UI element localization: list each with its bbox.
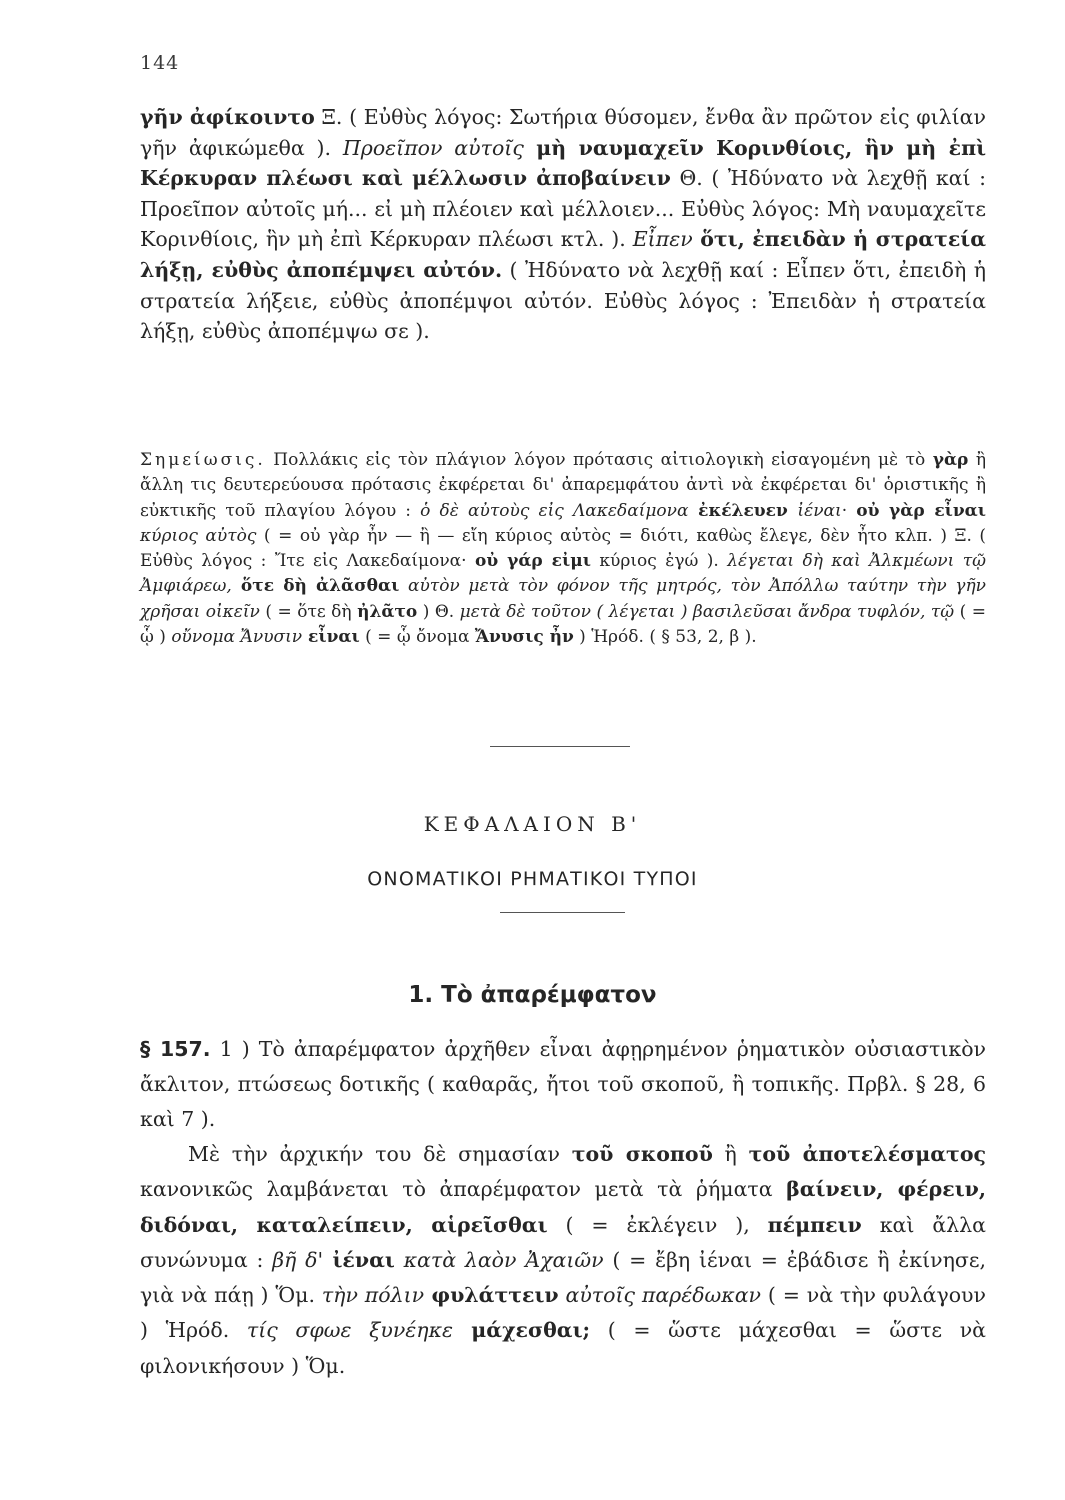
bold-phrase: ὅτε δὴ ἀλᾶσθαι: [231, 576, 400, 597]
italic-phrase: τὴν πόλιν: [321, 1283, 425, 1308]
text-span: Μὲ τὴν ἀρχικήν του δὲ σημασίαν: [188, 1142, 572, 1166]
text-span: 1 ) Τὸ ἀπαρέμφατον ἀρχῆθεν εἶναι ἀφῃρημένον ῥηματικὸν οὐσιαστικὸν ἄκλιτον, πτώσεως δοτικῆς ( καθαρᾶς, ἤτοι τοῦ σκοποῦ, ἢ τοπικῆς. Πρβλ. § 28, 6 καὶ 7 ).: [140, 1037, 986, 1131]
bold-phrase: μάχεσθαι;: [453, 1318, 591, 1343]
bold-phrase: οὐ γάρ εἰμι: [475, 551, 591, 572]
italic-phrase: ἰέναι: [797, 500, 842, 521]
bold-phrase: ὅτι, ἐπειδὰν ἡ στρατεία λήξῃ, εὐθὺς ἀποπέμψει αὐτόν.: [140, 227, 986, 282]
italic-phrase: λέγεται δὴ καὶ Ἀλκμέωνι τῷ Ἀμφιάρεω,: [140, 551, 987, 597]
paragraph-section-157: [140, 1032, 986, 1137]
text-span: ( = ᾧ ): [140, 601, 986, 648]
note-paragraph: [140, 448, 986, 650]
text-span: ἢ: [712, 1142, 749, 1166]
italic-phrase: μετὰ δὲ τοῦτον ( λέγεται ) βασιλεῦσαι ἄνδρα τυφλόν, τῷ: [459, 601, 955, 622]
italic-phrase: Προεῖπον αὐτοῖς: [342, 135, 524, 160]
paragraph-infinitive-purpose: [140, 1137, 986, 1384]
text-span: ( = ὥστε μάχεσθαι = ὥστε νὰ φιλονικήσουν ) Ὅμ.: [140, 1318, 986, 1378]
divider-rule: [500, 912, 625, 913]
text-span: ( = ὅτε δὴ: [259, 601, 358, 622]
italic-phrase: ὁ δὲ αὐτοὺς εἰς Λακεδαίμονα: [420, 500, 689, 521]
page-number: 144: [140, 52, 180, 74]
text-span: καὶ ἄλλα συνώνυμα :: [140, 1212, 986, 1272]
italic-phrase: αὐτὸν μετὰ τὸν φόνον τῆς μητρός, τὸν Ἀπόλλω ταύτην τὴν γῆν χρῆσαι οἰκεῖν: [140, 576, 986, 622]
bold-phrase: βαίνειν, φέρειν, διδόναι, καταλείπειν, αἱρεῖσθαι: [140, 1177, 986, 1237]
text-span: Ξ. ( Εὐθὺς λόγος: Σωτήρια θύσομεν, ἔνθα ἂν πρῶτον εἰς φιλίαν γῆν ἀφικώμεθα ).: [140, 105, 986, 160]
section-number: § 157.: [140, 1037, 211, 1061]
italic-phrase: αὐτοῖς παρέδωκαν: [558, 1283, 762, 1308]
italic-phrase: τίς σφωε ξυνέηκε: [246, 1318, 454, 1343]
text-span: ( = ἔβη ἰέναι = ἐβάδισε ἢ ἐκίνησε, γιὰ νὰ πάῃ ) Ὅμ.: [140, 1247, 986, 1308]
text-span: ) Ἡρόδ. ( § 53, 2, β ).: [573, 627, 757, 648]
italic-phrase: Εἶπεν: [632, 227, 693, 252]
bold-phrase: ἠλᾶτο: [357, 601, 418, 622]
text-span: ( = οὐ γὰρ ἦν — ἢ — εἴη κύριος αὐτὸς = διότι, καθὼς ἔλεγε, δὲν ἦτο κλπ. ) Ξ. ( Εὐθὺς λόγος : Ἴτε εἰς Λακεδαίμονα·: [140, 525, 987, 572]
italic-phrase: κύριος αὐτὸς: [140, 525, 257, 546]
note-label: Σημείωσις.: [140, 450, 266, 470]
text-span: κύριος ἐγώ ).: [590, 551, 728, 572]
bold-phrase: γῆν ἀφίκοιντο: [140, 105, 315, 129]
text-span: ) Θ.: [417, 601, 460, 622]
text-span: ·: [841, 500, 857, 521]
text-span: ( = νὰ τὴν φυλάγουν ) Ἡρόδ.: [140, 1283, 986, 1343]
paragraph-indirect-speech: [140, 102, 986, 347]
bold-phrase: ἰέναι: [323, 1247, 395, 1272]
text-span: ἢ ἄλλη τις δευτερεύουσα πρότασις ἐκφέρεται δι' ἀπαρεμφάτου ἀντὶ νὰ ἐκφέρεται δι' ὁριστικῆς ἢ εὐκτικῆς τοῦ πλαγίου λόγου :: [140, 450, 986, 521]
bold-phrase: πέμπειν: [767, 1212, 862, 1237]
bold-phrase: μὴ ναυμαχεῖν Κορινθίοις, ἣν μὴ ἐπὶ Κέρκυραν πλέωσι καὶ μέλλωσιν ἀποβαίνειν: [140, 135, 986, 191]
bold-phrase: ἐκέλευεν: [688, 500, 798, 521]
bold-phrase: οὐ γὰρ εἶναι: [856, 500, 986, 521]
text-span: ( = ᾧ ὄνομα: [359, 627, 475, 648]
text-span: ( = ἐκλέγειν ),: [547, 1212, 768, 1237]
italic-phrase: βῆ δ': [272, 1247, 324, 1272]
bold-phrase: γὰρ: [932, 450, 969, 470]
text-span: Πολλάκις εἰς τὸν πλάγιον λόγον πρότασις αἰτιολογικὴ εἰσαγομένη μὲ τὸ: [265, 450, 933, 470]
chapter-title: ΟΝΟΜΑΤΙΚΟΙ ΡΗΜΑΤΙΚΟΙ ΤΥΠΟΙ: [367, 868, 698, 890]
text-span: κανονικῶς λαμβάνεται τὸ ἀπαρέμφατον μετὰ τὰ ῥήματα: [140, 1177, 787, 1202]
italic-phrase: κατὰ λαὸν Ἀχαιῶν: [394, 1247, 604, 1272]
bold-phrase: Ἄνυσις ἦν: [474, 627, 574, 648]
text-span: ( Ἠδύνατο νὰ λεχθῇ καί : Εἶπεν ὅτι, ἐπειδὴ ἡ στρατεία λήξειε, εὐθὺς ἀποπέμψοι αὐτόν. Εὐθὺς λόγος : Ἐπειδὰν ἡ στρατεία λήξῃ, εὐθὺς ἀποπέμψω σε ).: [140, 257, 986, 344]
divider-rule: [490, 746, 630, 747]
bold-phrase: τοῦ σκοποῦ: [571, 1142, 713, 1166]
text-span: Θ. ( Ἠδύνατο νὰ λεχθῇ καί : Προεῖπον αὐτοῖς μή... εἰ μὴ πλέοιεν καὶ μέλλοιεν... Εὐθὺς λόγος: Μὴ ναυμαχεῖτε Κορινθίοις, ἣν μὴ ἐπὶ Κέρκυραν πλέωσι κτλ. ).: [140, 166, 986, 252]
bold-phrase: εἶναι: [302, 627, 360, 648]
chapter-label: ΚΕΦΑΛΑΙΟΝ Β': [423, 812, 642, 836]
section-heading: 1. Τὸ ἀπαρέμφατον: [408, 982, 657, 1008]
bold-phrase: φυλάττειν: [424, 1283, 559, 1308]
italic-phrase: οὔνομα Ἄνυσιν: [171, 627, 303, 648]
bold-phrase: τοῦ ἀποτελέσματος: [748, 1142, 986, 1166]
